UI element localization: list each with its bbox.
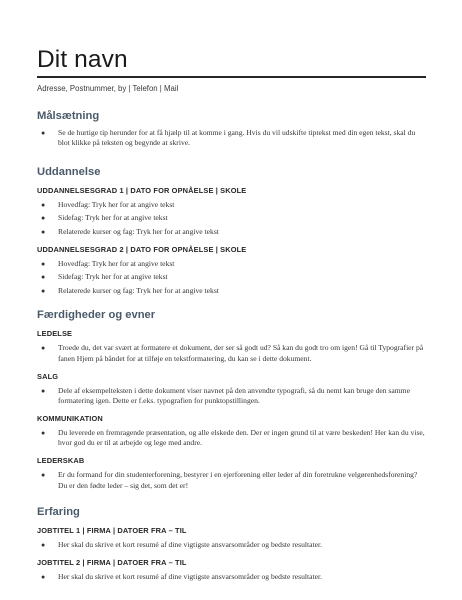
experience-block (37, 558, 426, 583)
bullet-icon: ● (41, 227, 46, 236)
list-item-text: Du leverede en fremragende præsentation, og alle elskede den. Der er ingen grund til at være beskeden! Her kan du vise, hvor god du er til at arbejde og lege med andre. (58, 427, 425, 448)
bullet-icon: ● (41, 386, 46, 395)
list-item[interactable] (37, 259, 426, 270)
list-item[interactable] (37, 272, 426, 283)
experience-block (37, 526, 426, 551)
skill-list (37, 343, 426, 364)
education-title[interactable]: Uddannelse (37, 165, 101, 178)
list-item-text: Relaterede kurser og fag: Tryk her for at angive tekst (58, 226, 219, 236)
bullet-icon: ● (41, 273, 46, 282)
education-list (37, 259, 426, 297)
skill-heading[interactable]: SALG (37, 371, 59, 381)
education-heading[interactable]: UDDANNELSESGRAD 1 | DATO FOR OPNÅELSE | SKOLE (37, 185, 247, 195)
education-section (37, 166, 426, 297)
skill-block (37, 456, 426, 491)
experience-section (37, 506, 426, 582)
list-item[interactable] (37, 200, 426, 211)
bullet-icon: ● (41, 470, 46, 479)
bullet-icon: ● (41, 128, 46, 137)
experience-title[interactable]: Erfaring (37, 506, 80, 519)
experience-heading[interactable]: JOBTITEL 1 | FIRMA | DATOER FRA – TIL (37, 526, 187, 536)
list-item-text: Dele af eksempelteksten i dette dokument viser navnet på den anvendte typografi, så du nemt kan bruge den samme formatering igen. Dette er f.eks. typografien for punktopstillingen. (58, 385, 410, 406)
list-item[interactable] (37, 227, 426, 238)
education-list (37, 200, 426, 238)
list-item[interactable] (37, 470, 426, 491)
education-block (37, 245, 426, 297)
bullet-icon: ● (41, 572, 46, 581)
bullet-icon: ● (41, 344, 46, 353)
bullet-icon: ● (41, 214, 46, 223)
skill-list (37, 470, 426, 491)
objective-list (37, 128, 426, 149)
list-item-text: Se de hurtige tip herunder for at få hjælp til at komme i gang. Hvis du vil udskifte tiptekst med din egen tekst, skal du blot klikke på teksten og begynde at skrive. (58, 127, 416, 148)
list-item[interactable] (37, 386, 426, 407)
list-item-text: Her skal du skrive et kort resumé af dine vigtigste ansvarsområder og bedste resultater. (58, 571, 323, 581)
education-heading[interactable]: UDDANNELSESGRAD 2 | DATO FOR OPNÅELSE | SKOLE (37, 244, 247, 254)
list-item-text: Her skal du skrive et kort resumé af dine vigtigste ansvarsområder og bedste resultater. (58, 540, 323, 550)
list-item-text: Troede du, det var svært at formatere et dokument, der ser så godt ud? Så kan du godt tro om igen! Gå til Typografier på fanen Hjem på båndet for at tilføje en tekstformatering, du kan se i dette dokument. (58, 343, 424, 363)
header-divider (37, 76, 426, 78)
name-heading[interactable]: Dit navn (37, 46, 128, 73)
list-item-text: Relaterede kurser og fag: Tryk her for at angive tekst (58, 285, 219, 295)
list-item-text: Sidefag: Tryk her for at angive tekst (58, 213, 168, 223)
experience-list (37, 540, 426, 551)
list-item-text: Er du formand for din studenterforening, bestyrer i en ejerforening eller leder af din foretrukne velgørenhedsforening? Du er den fødte leder – sig det, som det er! (58, 469, 418, 490)
bullet-icon: ● (41, 259, 46, 268)
list-item[interactable] (37, 128, 426, 149)
skills-title[interactable]: Færdigheder og evner (37, 309, 156, 322)
skill-block (37, 329, 426, 364)
list-item[interactable] (37, 343, 426, 364)
skill-block (37, 414, 426, 449)
objective-title[interactable]: Målsætning (37, 109, 100, 122)
skill-heading[interactable]: KOMMUNIKATION (37, 413, 103, 423)
bullet-icon: ● (41, 286, 46, 295)
skill-list (37, 428, 426, 449)
list-item[interactable] (37, 213, 426, 224)
list-item-text: Sidefag: Tryk her for at angive tekst (58, 272, 168, 282)
list-item-text: Hovedfag: Tryk her for at angive tekst (58, 199, 175, 209)
experience-list (37, 572, 426, 583)
list-item[interactable] (37, 540, 426, 551)
experience-heading[interactable]: JOBTITEL 2 | FIRMA | DATOER FRA – TIL (37, 557, 187, 567)
skill-heading[interactable]: LEDELSE (37, 329, 73, 339)
list-item[interactable] (37, 572, 426, 583)
skills-section (37, 309, 426, 491)
list-item-text: Hovedfag: Tryk her for at angive tekst (58, 258, 175, 268)
list-item[interactable] (37, 286, 426, 297)
skill-heading[interactable]: LEDERSKAB (37, 455, 85, 465)
list-item[interactable] (37, 428, 426, 449)
skill-block (37, 372, 426, 407)
skill-list (37, 386, 426, 407)
contact-line[interactable]: Adresse, Postnummer, by | Telefon | Mail (37, 83, 179, 93)
education-block (37, 186, 426, 238)
objective-section (37, 110, 426, 149)
bullet-icon: ● (41, 541, 46, 550)
bullet-icon: ● (41, 200, 46, 209)
bullet-icon: ● (41, 428, 46, 437)
